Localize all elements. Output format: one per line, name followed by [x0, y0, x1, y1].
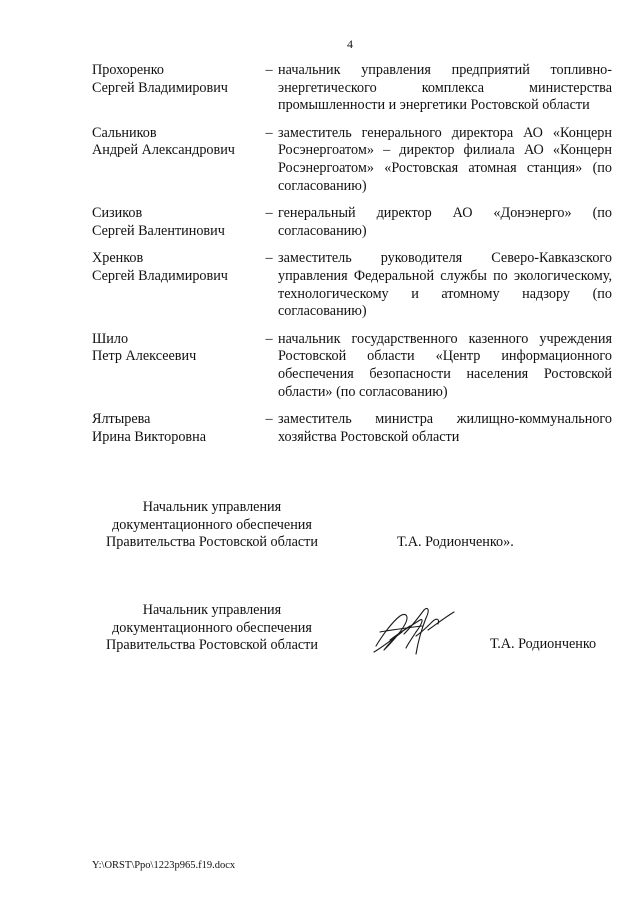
- closing-title-line: Правительства Ростовской области: [106, 534, 318, 551]
- signature-title-line: Начальник управления: [142, 602, 282, 618]
- member-name: [92, 411, 260, 446]
- member-row: [92, 411, 612, 446]
- dash-separator: –: [265, 250, 273, 267]
- member-name: [92, 331, 260, 401]
- member-list: [92, 62, 612, 456]
- closing-signer-name: Т.А. Родионченко».: [397, 534, 514, 550]
- dash-separator: –: [265, 330, 273, 347]
- dash-separator: –: [265, 411, 273, 428]
- member-surname: Шило: [92, 330, 129, 347]
- file-path-footer: Y:\ORST\Ppo\1223p965.f19.docx: [92, 860, 236, 871]
- member-position: начальник управления предприятий топливно-энергетического комплекса министерства промышленности и энергетики Ростовской области: [278, 62, 612, 114]
- dash-separator: –: [265, 205, 273, 222]
- page-number: 4: [347, 37, 353, 51]
- member-surname: Ялтырева: [92, 411, 151, 428]
- closing-title-line: документационного обеспечения: [112, 516, 312, 533]
- member-name: [92, 62, 260, 115]
- closing-title-block: [92, 499, 332, 552]
- dash-separator: –: [265, 62, 273, 78]
- member-name: [92, 125, 260, 195]
- member-given-name: Сергей Владимирович: [92, 79, 228, 96]
- signature-title-line: Правительства Ростовской области: [106, 637, 318, 654]
- member-name: [92, 205, 260, 240]
- member-row: [92, 125, 612, 195]
- member-row: [92, 250, 612, 320]
- member-position: заместитель руководителя Северо-Кавказского управления Федеральной службы по экологическому, технологическому и атомному надзору (по согласованию): [278, 250, 612, 320]
- dash-separator: –: [265, 124, 273, 141]
- member-given-name: Сергей Владимирович: [92, 267, 228, 284]
- member-surname: Сизиков: [92, 205, 143, 222]
- member-surname: Прохоренко: [92, 62, 164, 78]
- signature-title-line: документационного обеспечения: [112, 619, 312, 636]
- member-given-name: Ирина Викторовна: [92, 428, 207, 445]
- member-position: заместитель министра жилищно-коммунального хозяйства Ростовской области: [278, 411, 612, 445]
- member-row: [92, 205, 612, 240]
- member-row: [92, 331, 612, 401]
- member-row: [92, 62, 612, 115]
- member-name: [92, 250, 260, 320]
- member-given-name: Сергей Валентинович: [92, 222, 225, 239]
- member-surname: Хренков: [92, 250, 144, 267]
- member-position: генеральный директор АО «Донэнерго» (по согласованию): [278, 205, 612, 239]
- signature-title-block: [92, 602, 332, 655]
- member-given-name: Петр Алексеевич: [92, 348, 197, 365]
- member-given-name: Андрей Александрович: [92, 142, 235, 159]
- member-position: начальник государственного казенного учреждения Ростовской области «Центр информационного обеспечения безопасности населения Ростовской области» (по согласованию): [278, 330, 612, 400]
- handwritten-signature: [370, 602, 458, 660]
- member-position: заместитель генерального директора АО «Концерн Росэнергоатом» – директор филиала АО «Концерн Росэнергоатом» «Ростовская атомная станция» (по согласованию): [278, 124, 612, 194]
- closing-title-line: Начальник управления: [142, 499, 282, 515]
- signer-name: Т.А. Родионченко: [490, 636, 597, 652]
- member-surname: Сальников: [92, 124, 157, 141]
